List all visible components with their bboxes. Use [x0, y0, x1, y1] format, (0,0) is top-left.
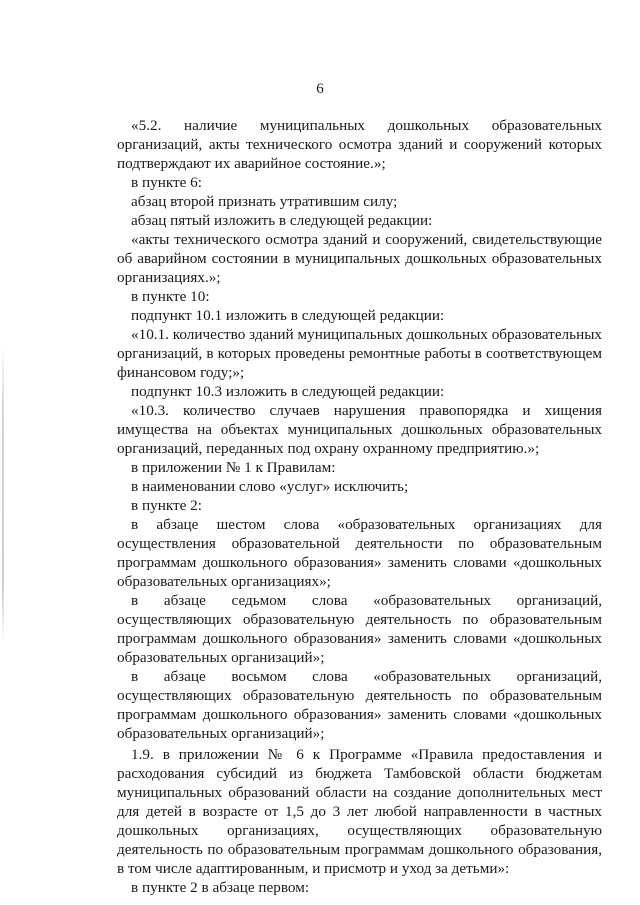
document-body: [117, 116, 602, 897]
paragraph: в пункте 10:: [131, 288, 210, 305]
paragraph: в пункте 2:: [131, 497, 202, 514]
paragraph: в пункте 6:: [131, 174, 202, 191]
paragraph: в абзаце седьмом слова «образовательных организаций, осуществляющих образовательную деятельность по образовательным программам дошкольного образования» заменить словами «дошкольных образовательных организаций»;: [117, 592, 602, 666]
paragraph: подпункт 10.1 изложить в следующей редакции:: [131, 307, 445, 324]
page-number: 6: [316, 81, 324, 97]
paragraph: в пункте 2 в абзаце первом:: [131, 879, 310, 896]
paragraph: «10.3. количество случаев нарушения правопорядка и хищения имущества на объектах муниципальных дошкольных образовательных организаций, переданных под охрану охранному предприятию.»;: [117, 402, 602, 457]
paragraph: 1.9. в приложении № 6 к Программе «Правила предоставления и расходования субсидий из бюджета Тамбовской области бюджетам муниципальных образований области на создание дополнительных мест для детей в возрасте от 1,5 до 3 лет любой направленности в частных дошкольных организациях, осуществляющих образовательную деятельность по образовательным программам дошкольного образования, в том числе адаптированным, и присмотр и уход за детьми»:: [117, 746, 602, 877]
paragraph: «акты технического осмотра зданий и сооружений, свидетельствующие об аварийном состоянии в муниципальных дошкольных образовательных организациях.»;: [117, 231, 602, 286]
paragraph: в абзаце шестом слова «образовательных организациях для осуществления образовательной деятельности по образовательным программам дошкольного образования» заменить словами «дошкольных образовательных организациях»;: [117, 516, 602, 590]
paragraph: в приложении № 1 к Правилам:: [131, 459, 336, 476]
paragraph: подпункт 10.3 изложить в следующей редакции:: [131, 383, 445, 400]
paragraph: «10.1. количество зданий муниципальных дошкольных образовательных организаций, в которых проведены ремонтные работы в соответствующем финансовом году;»;: [117, 326, 602, 381]
paragraph: в наименовании слово «услуг» исключить;: [131, 478, 409, 495]
paragraph: «5.2. наличие муниципальных дошкольных образовательных организаций, акты технического осмотра зданий и сооружений которых подтверждают их аварийное состояние.»;: [117, 117, 602, 172]
scan-edge-mark: [2, 345, 4, 645]
paragraph: абзац второй признать утратившим силу;: [131, 193, 398, 210]
paragraph: абзац пятый изложить в следующей редакции:: [131, 212, 433, 229]
paragraph: в абзаце восьмом слова «образовательных организаций, осуществляющих образовательную деятельность по образовательным программам дошкольного образования» заменить словами «дошкольных образовательных организаций»;: [117, 668, 602, 742]
